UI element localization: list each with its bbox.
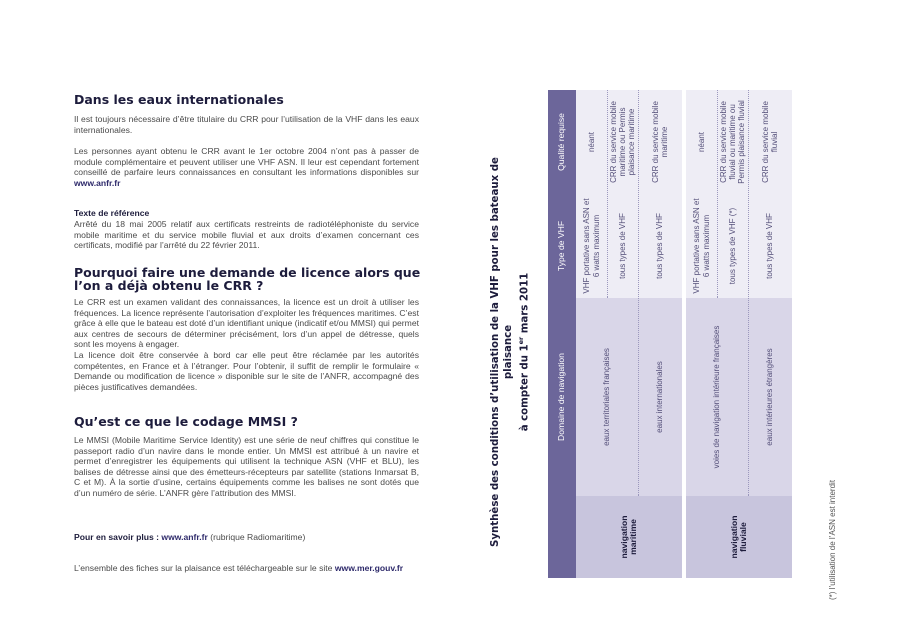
table-title — [490, 137, 532, 567]
type-all-vhf-foreign: tous types de VHF — [748, 194, 792, 298]
reference-title: Texte de référence — [74, 208, 150, 218]
header-vhf-type: Type de VHF — [548, 194, 576, 298]
learn-more-label: Pour en savoir plus : — [74, 532, 160, 542]
row-divider — [717, 90, 718, 298]
group-maritime: navigation maritime — [576, 496, 682, 578]
domain-territorial-waters: eaux territoriales françaises — [576, 298, 638, 496]
anfr-link[interactable]: www.anfr.fr — [74, 177, 121, 188]
type-portable-no-asn: VHF portative sans ASN et 6 watts maximum — [576, 194, 607, 298]
vhf-conditions-table — [548, 90, 792, 578]
paragraph-crr-before-2004 — [74, 146, 419, 188]
learn-more-link[interactable]: www.anfr.fr — [161, 532, 208, 542]
qual-crr-fluvial-or-permit: CRR du service mobile fluvial ou maritime ou Permis plaisance fluvial — [717, 90, 748, 194]
reference-text: Arrêté du 18 mai 2005 relatif aux certificats restreints de radiotéléphoniste du service mobile maritime et du service mobile fluvial et aux droits d’examen concernant ces certificats, modifié par l’arrêté du 22 février 2011. — [74, 219, 419, 251]
learn-more-rest: (rubrique Radiomaritime) — [210, 532, 306, 542]
paragraph-crr-vs-license: Le CRR est un examen validant des connaissances, la licence est un droit à utiliser les fréquences. La licence représente l’autorisation d’exploiter les fréquences maritimes. C’est grâce à elle que le bateau est doté d’un identifiant unique (indicatif et/ou MMSI) qui permet aux centres de secours de déterminer précisément, lors d’un appel de détresse, quels sont les moyens à engager. — [74, 297, 419, 350]
download-text: L’ensemble des fiches sur la plaisance est téléchargeable sur le site — [74, 563, 333, 573]
heading-mmsi: Qu’est ce que le codage MMSI ? — [74, 414, 298, 429]
domain-inland-french: voies de navigation intérieure françaises — [686, 298, 748, 496]
paragraph-mmsi: Le MMSI (Mobile Maritime Service Identity) est une série de neuf chiffres qui constitue le passeport radio d’un navire dans le monde entier. Un MMSI est attribué à un navire et permet d’enregistrer les équipements qui utilisent la technique ASN (VHF et BLU), les balises de détresse ainsi que des émetteurs-récepteurs par satellite (stations Inmarsat B, C et M). À la sortie d’usine, certains équipements comme les balises ne sont dotés que d’un numéro de série. L’ANFR gère l’attribution des MMSI. — [74, 435, 419, 498]
table-title-line1: Synthèse des conditions d’utilisation de la VHF pour les bateaux de plaisance — [490, 157, 514, 547]
heading-why-license: Pourquoi faire une demande de licence alors que l’on a déjà obtenu le CRR ? — [74, 265, 421, 293]
qual-crr-maritime: CRR du service mobile maritime — [638, 90, 682, 194]
paragraph-crr-before-2004-text: Les personnes ayant obtenu le CRR avant le 1er octobre 2004 n’ont pas à passer de module complémentaire et peuvent utiliser une VHF ASN. Il leur est cependant fortement conseillé de parfaire leurs connaissances en consultant les informations disponibles sur — [74, 146, 419, 178]
qual-none-fluvial: néant — [686, 90, 717, 194]
paragraph-crr-required: Il est toujours nécessaire d’être titulaire du CRR pour l’utilisation de la VHF dans les eaux internationales. — [74, 114, 419, 135]
type-all-vhf-intl: tous types de VHF — [638, 194, 682, 298]
table-footnote: (*) l’utilisation de l’ASN est interdit — [828, 479, 837, 600]
qual-crr-fluvial: CRR du service mobile fluvial — [748, 90, 792, 194]
download-line — [74, 563, 403, 573]
heading-international-waters: Dans les eaux internationales — [74, 92, 284, 107]
mer-gouv-link[interactable]: www.mer.gouv.fr — [334, 563, 404, 573]
table-header-spacer — [548, 496, 576, 578]
qual-none: néant — [576, 90, 607, 194]
table-title-line2: à compter du 1er mars 2011 — [517, 272, 531, 432]
domain-international-waters: eaux internationales — [638, 298, 682, 496]
qual-crr-maritime-or-permit: CRR du service mobile maritime ou Permis plaisance maritime — [607, 90, 638, 194]
header-qualification: Qualité requise — [548, 90, 576, 194]
type-all-vhf: tous types de VHF — [607, 194, 638, 298]
row-divider — [607, 90, 608, 298]
header-domain: Domaine de navigation — [548, 298, 576, 496]
type-portable-no-asn-fluvial: VHF portative sans ASN et 6 watts maximum — [686, 194, 717, 298]
row-divider — [748, 90, 749, 496]
group-fluvial: navigation fluviale — [686, 496, 792, 578]
paragraph-license-on-board: La licence doit être conservée à bord car elle peut être réclamée par les autorités compétentes, en France et à l’étranger. Pour l’obtenir, il suffit de remplir le formulaire « Demande ou modification de licence » disponible sur le site de l’ANFR, accompagné des pièces justificatives demandées. — [74, 350, 419, 392]
domain-foreign-inland: eaux intérieures étrangères — [748, 298, 792, 496]
row-divider — [638, 90, 639, 496]
type-all-vhf-asterisk: tous types de VHF (*) — [717, 194, 748, 298]
learn-more-line — [74, 532, 305, 542]
